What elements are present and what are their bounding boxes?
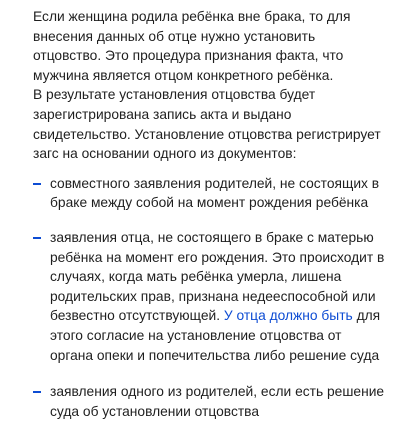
dash-bullet-icon (33, 391, 41, 393)
list-item-text: совместного заявления родителей, не состоящих в браке между собой на момент рождения ребёнка (50, 175, 380, 211)
dash-bullet-icon (33, 237, 41, 239)
list-item (33, 228, 386, 365)
list-item-text-after: для этого согласие на установление отцовства от органа опеки и попечительства либо решение суда (50, 308, 381, 363)
list-item (33, 382, 386, 421)
father-must-have-link[interactable]: У отца должно быть (223, 308, 353, 324)
list-item-text: заявления одного из родителей, если есть решение суда об установлении отцовства (50, 384, 385, 419)
intro-paragraph-2: В результате установления отцовства будет зарегистрирована запись акта и выдано свидетельство. Установление отцовства регистрирует загс на основании одного из документов: (33, 87, 381, 162)
intro-paragraph-1: Если женщина родила ребёнка вне брака, то для внесения данных об отце нужно установить отцовство. Это процедура признания факта, что мужчина является отцом конкретного ребёнка. (33, 9, 351, 83)
list-item (33, 174, 386, 213)
list-item-text-before: заявления отца, не состоящего в браке с матерью ребёнка на момент его рождения. Это происходит в случаях, когда мать ребёнка умерла, лишена родительских прав, признана недееспособной или безвестно отсутствующей. (50, 229, 385, 324)
dash-bullet-icon (33, 183, 41, 185)
documents-list (33, 174, 386, 421)
